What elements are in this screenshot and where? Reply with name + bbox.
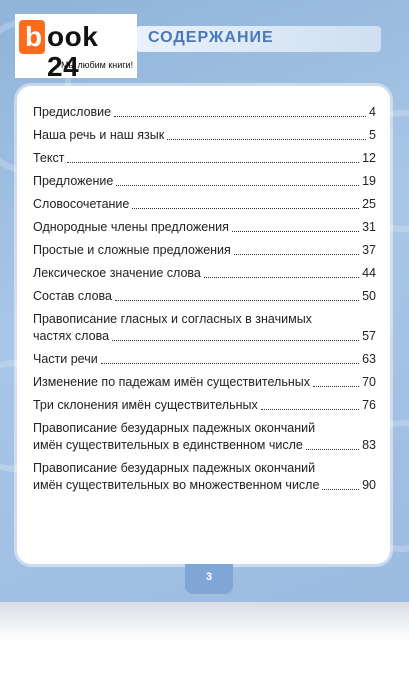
- toc-leader-dots: [114, 116, 366, 117]
- toc-entry: [33, 374, 376, 391]
- toc-entry: [33, 460, 376, 494]
- toc-leader-dots: [261, 409, 359, 410]
- toc-entry-title: Простые и сложные предложения: [33, 243, 231, 257]
- toc-entry: [33, 196, 376, 213]
- toc-entry-title: Три склонения имён существительных: [33, 398, 258, 412]
- toc-entry-title-line: Правописание безударных падежных окончаний: [33, 461, 316, 475]
- toc-entry-page: 90: [362, 478, 376, 492]
- toc-entry-title: Однородные члены предложения: [33, 220, 229, 234]
- toc-leader-dots: [67, 162, 359, 163]
- logo-wordmark: ook 24: [47, 21, 99, 82]
- toc-entry-title-line: частях слова: [33, 329, 110, 343]
- logo-b-badge: [19, 20, 45, 54]
- page-number-tab: [185, 564, 233, 594]
- book24-logo[interactable]: [15, 14, 137, 82]
- logo-b-letter: b: [25, 21, 43, 52]
- toc-entry-title: Текст: [33, 151, 65, 165]
- page-title: СОДЕРЖАНИЕ: [148, 29, 274, 46]
- toc-leader-dots: [167, 139, 366, 140]
- toc-entry: [33, 242, 376, 259]
- toc-leader-dots: [232, 231, 359, 232]
- toc-leader-dots: [116, 185, 359, 186]
- toc-entry-page: 31: [362, 220, 376, 234]
- toc-entry-page: 70: [362, 375, 376, 389]
- toc-entry: [33, 351, 376, 368]
- toc-entry-page: 37: [362, 243, 376, 257]
- toc-leader-dots: [322, 489, 359, 490]
- toc-entry-page: 83: [362, 438, 376, 452]
- toc-entry: [33, 219, 376, 236]
- toc-entry: [33, 311, 376, 345]
- toc-leader-dots: [101, 363, 359, 364]
- toc-entry-title: Словосочетание: [33, 197, 130, 211]
- page-number: 3: [205, 571, 213, 583]
- toc-entry-page: 44: [362, 266, 376, 280]
- toc-leader-dots: [132, 208, 359, 209]
- toc-entry-title: Состав слова: [33, 289, 112, 303]
- toc-leader-dots: [313, 386, 359, 387]
- toc-entry: [33, 173, 376, 190]
- toc-entry-title: Лексическое значение слова: [33, 266, 201, 280]
- toc-entry: [33, 397, 376, 414]
- toc-entry-page: 12: [362, 151, 376, 165]
- toc-entry-title: Предложение: [33, 174, 114, 188]
- toc-entry-page: 5: [369, 128, 376, 142]
- toc-leader-dots: [115, 300, 359, 301]
- toc-entry: [33, 265, 376, 282]
- toc-entry-page: 76: [362, 398, 376, 412]
- toc-panel: [17, 86, 390, 564]
- toc-entry-title: Изменение по падежам имён существительных: [33, 375, 310, 389]
- toc-entry-page: 50: [362, 289, 376, 303]
- toc-entry: [33, 288, 376, 305]
- toc-leader-dots: [234, 254, 359, 255]
- toc-entry-title: Части речи: [33, 352, 98, 366]
- toc-entry-page: 25: [362, 197, 376, 211]
- toc-entry: [33, 420, 376, 454]
- toc-entry-page: 63: [362, 352, 376, 366]
- toc-entry-title-line: Правописание безударных падежных окончаний: [33, 421, 316, 435]
- toc-leader-dots: [204, 277, 359, 278]
- toc-entry: [33, 127, 376, 144]
- toc-entry-title-line: Правописание гласных и согласных в значимых: [33, 312, 312, 326]
- toc-entry-page: 57: [362, 329, 376, 343]
- page-shadow: [0, 602, 409, 642]
- toc-entry-title-line: имён существительных во множественном числе: [33, 478, 320, 492]
- logo-slogan: Мы любим книги!: [61, 60, 134, 70]
- toc-entry-page: 4: [369, 105, 376, 119]
- toc-entry: [33, 104, 376, 121]
- table-of-contents: [33, 104, 376, 500]
- toc-leader-dots: [306, 449, 359, 450]
- toc-entry-title-line: имён существительных в единственном числе: [33, 438, 303, 452]
- toc-leader-dots: [112, 340, 359, 341]
- toc-entry-page: 19: [362, 174, 376, 188]
- toc-entry-title: Предисловие: [33, 105, 112, 119]
- toc-entry-title: Наша речь и наш язык: [33, 128, 165, 142]
- toc-entry: [33, 150, 376, 167]
